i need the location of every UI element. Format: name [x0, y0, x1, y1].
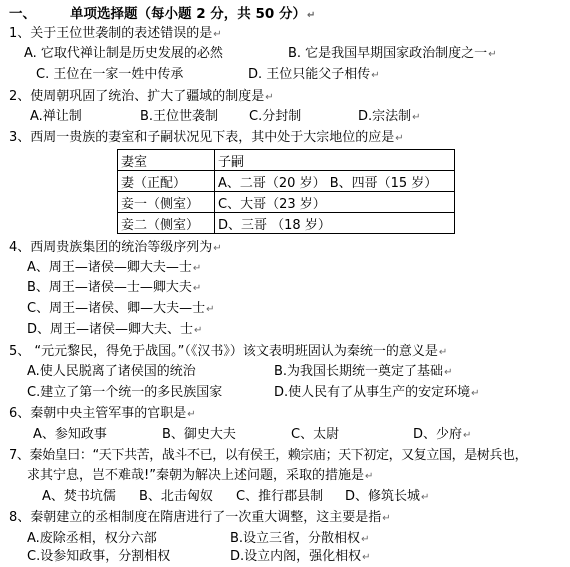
question-7-stem-continued	[27, 467, 373, 485]
question-8-option-b	[230, 530, 369, 548]
question-6-option-a	[33, 426, 107, 444]
option-text: D.使人民有了从事生产的安定环境	[274, 385, 471, 400]
return-mark: ↵	[421, 492, 430, 503]
table-cell: 妾二（侧室）	[118, 213, 215, 234]
return-mark: ↵	[463, 430, 472, 441]
question-2-option-d	[358, 108, 421, 126]
return-mark: ↵	[265, 92, 274, 103]
question-2-option-b	[140, 108, 218, 126]
option-text: B、御史大夫	[162, 427, 236, 442]
question-8-option-d	[230, 548, 371, 566]
option-text: D、周王—诸侯—卿大夫、士	[27, 322, 194, 337]
question-4-option-d	[27, 321, 202, 339]
question-6-stem	[9, 405, 196, 423]
section-title: 单项选择题（每小题 2 分，共 50 分）	[70, 6, 306, 22]
option-text: A.禅让制	[30, 109, 82, 124]
question-5-option-a	[27, 363, 196, 381]
question-8-option-c	[27, 548, 170, 566]
section-number: 一、	[9, 6, 36, 22]
question-1-stem	[9, 25, 222, 43]
question-1-option-c	[36, 66, 183, 84]
return-mark: ↵	[444, 367, 453, 378]
question-stem-text: 5、 “元元黎民，得免于战国。”（《汉书》）该文表明班固认为秦统一的意义是	[9, 344, 438, 359]
table-row	[118, 171, 455, 192]
question-5-option-b	[274, 363, 452, 381]
question-stem-text: 4、西周贵族集团的统治等级序列为	[9, 240, 213, 255]
question-1-option-a	[24, 45, 223, 63]
table-cell: 妻（正配）	[118, 171, 215, 192]
option-text: B、北击匈奴	[139, 489, 213, 504]
question-5-stem	[9, 343, 447, 361]
option-text: C、太尉	[291, 427, 340, 442]
return-mark: ↵	[364, 471, 374, 482]
question-stem-text: 6、秦朝中央主管军事的官职是	[9, 406, 187, 421]
option-text: C、周王—诸侯、卿—大夫—士	[27, 301, 206, 316]
return-mark: ↵	[192, 263, 202, 274]
return-mark: ↵	[187, 409, 196, 420]
question-7-option-b	[139, 488, 213, 506]
return-mark: ↵	[213, 243, 222, 254]
question-4-stem	[9, 239, 222, 257]
question-5-option-c	[27, 384, 222, 402]
question-7-option-d	[345, 488, 429, 506]
question-1-option-b	[288, 45, 497, 63]
question-2-option-a	[30, 108, 82, 126]
option-text: A.废除丞相，权分六部	[27, 531, 157, 546]
return-mark: ↵	[371, 70, 380, 81]
option-text: A、焚书坑儒	[42, 489, 116, 504]
table-row	[118, 213, 455, 234]
question-8-stem	[9, 509, 391, 527]
option-text: A. 它取代禅让制是历史发展的必然	[24, 46, 223, 61]
question-6-option-d	[413, 426, 471, 444]
option-text: D、少府	[413, 427, 463, 442]
return-mark: ↵	[471, 388, 480, 399]
option-text: B、周王—诸侯—士—卿大夫	[27, 280, 192, 295]
question-stem-text: 2、使周朝巩固了统治、扩大了疆域的制度是	[9, 89, 265, 104]
return-mark: ↵	[192, 283, 202, 294]
question-5-option-d	[274, 384, 480, 402]
question-7-option-a	[42, 488, 116, 506]
option-text: D. 王位只能父子相传	[248, 67, 371, 82]
return-mark: ↵	[362, 552, 371, 563]
table-cell: D、三哥 （18 岁）	[215, 213, 455, 234]
question-6-option-c	[291, 426, 339, 444]
question-3-stem	[9, 129, 404, 147]
option-text: B.王位世袭制	[140, 109, 219, 124]
return-mark: ↵	[395, 133, 404, 144]
question-1-option-d	[248, 66, 380, 84]
question-stem-text: 求其宁息，岂不难哉!”秦朝为解决上述问题，采取的措施是	[27, 468, 364, 483]
question-4-option-c	[27, 300, 214, 318]
question-stem-text: 8、秦朝建立的丞相制度在隋唐进行了一次重大调整，这主要是指	[9, 510, 382, 525]
return-mark: ↵	[206, 304, 215, 315]
question-6-option-b	[162, 426, 236, 444]
return-mark: ↵	[361, 534, 370, 545]
option-text: C. 王位在一家一姓中传承	[36, 67, 184, 82]
return-mark: ↵	[488, 49, 497, 60]
kinship-table	[117, 149, 455, 234]
table-header-cell: 妻室	[118, 150, 215, 171]
table-cell: A、二哥（20 岁） B、四哥（15 岁）	[215, 171, 455, 192]
question-7-option-c	[236, 488, 323, 506]
table-header-row	[118, 150, 455, 171]
return-mark: ↵	[213, 29, 222, 40]
option-text: C.分封制	[249, 109, 302, 124]
option-text: B.为我国长期统一奠定了基础	[274, 364, 444, 379]
question-2-option-c	[249, 108, 301, 126]
return-mark: ↵	[382, 513, 391, 524]
question-7-stem	[9, 447, 527, 465]
option-text: A、参知政事	[33, 427, 107, 442]
option-text: B.设立三省，分散相权	[230, 531, 361, 546]
section-heading	[9, 5, 315, 23]
table-cell: C、大哥（23 岁）	[215, 192, 455, 213]
question-stem-text: 7、秦始皇曰：“天下共苦，战斗不已，以有侯王，赖宗庙；天下初定，又复立国，是树兵也，	[9, 448, 528, 463]
question-8-option-a	[27, 530, 157, 548]
option-text: C、推行郡县制	[236, 489, 324, 504]
option-text: C.设参知政事，分割相权	[27, 549, 171, 564]
question-4-option-b	[27, 279, 201, 297]
return-mark: ↵	[306, 10, 316, 21]
table-row	[118, 192, 455, 213]
question-4-option-a	[27, 259, 201, 277]
question-stem-text: 3、西周一贵族的妻室和子嗣状况见下表，其中处于大宗地位的应是	[9, 130, 395, 145]
return-mark: ↵	[412, 112, 421, 123]
option-text: B. 它是我国早期国家政治制度之一	[288, 46, 488, 61]
option-text: A.使人民脱离了诸侯国的统治	[27, 364, 196, 379]
question-stem-text: 1、关于王位世袭制的表述错误的是	[9, 26, 213, 41]
table-cell: 妾一（侧室）	[118, 192, 215, 213]
option-text: C.建立了第一个统一的多民族国家	[27, 385, 223, 400]
option-text: A、周王—诸侯—卿大夫—士	[27, 260, 192, 275]
option-text: D.宗法制	[358, 109, 412, 124]
option-text: D、修筑长城	[345, 489, 421, 504]
return-mark: ↵	[194, 325, 203, 336]
return-mark: ↵	[438, 347, 448, 358]
table-header-cell: 子嗣	[215, 150, 455, 171]
option-text: D.设立内阁，强化相权	[230, 549, 362, 564]
question-2-stem	[9, 88, 274, 106]
